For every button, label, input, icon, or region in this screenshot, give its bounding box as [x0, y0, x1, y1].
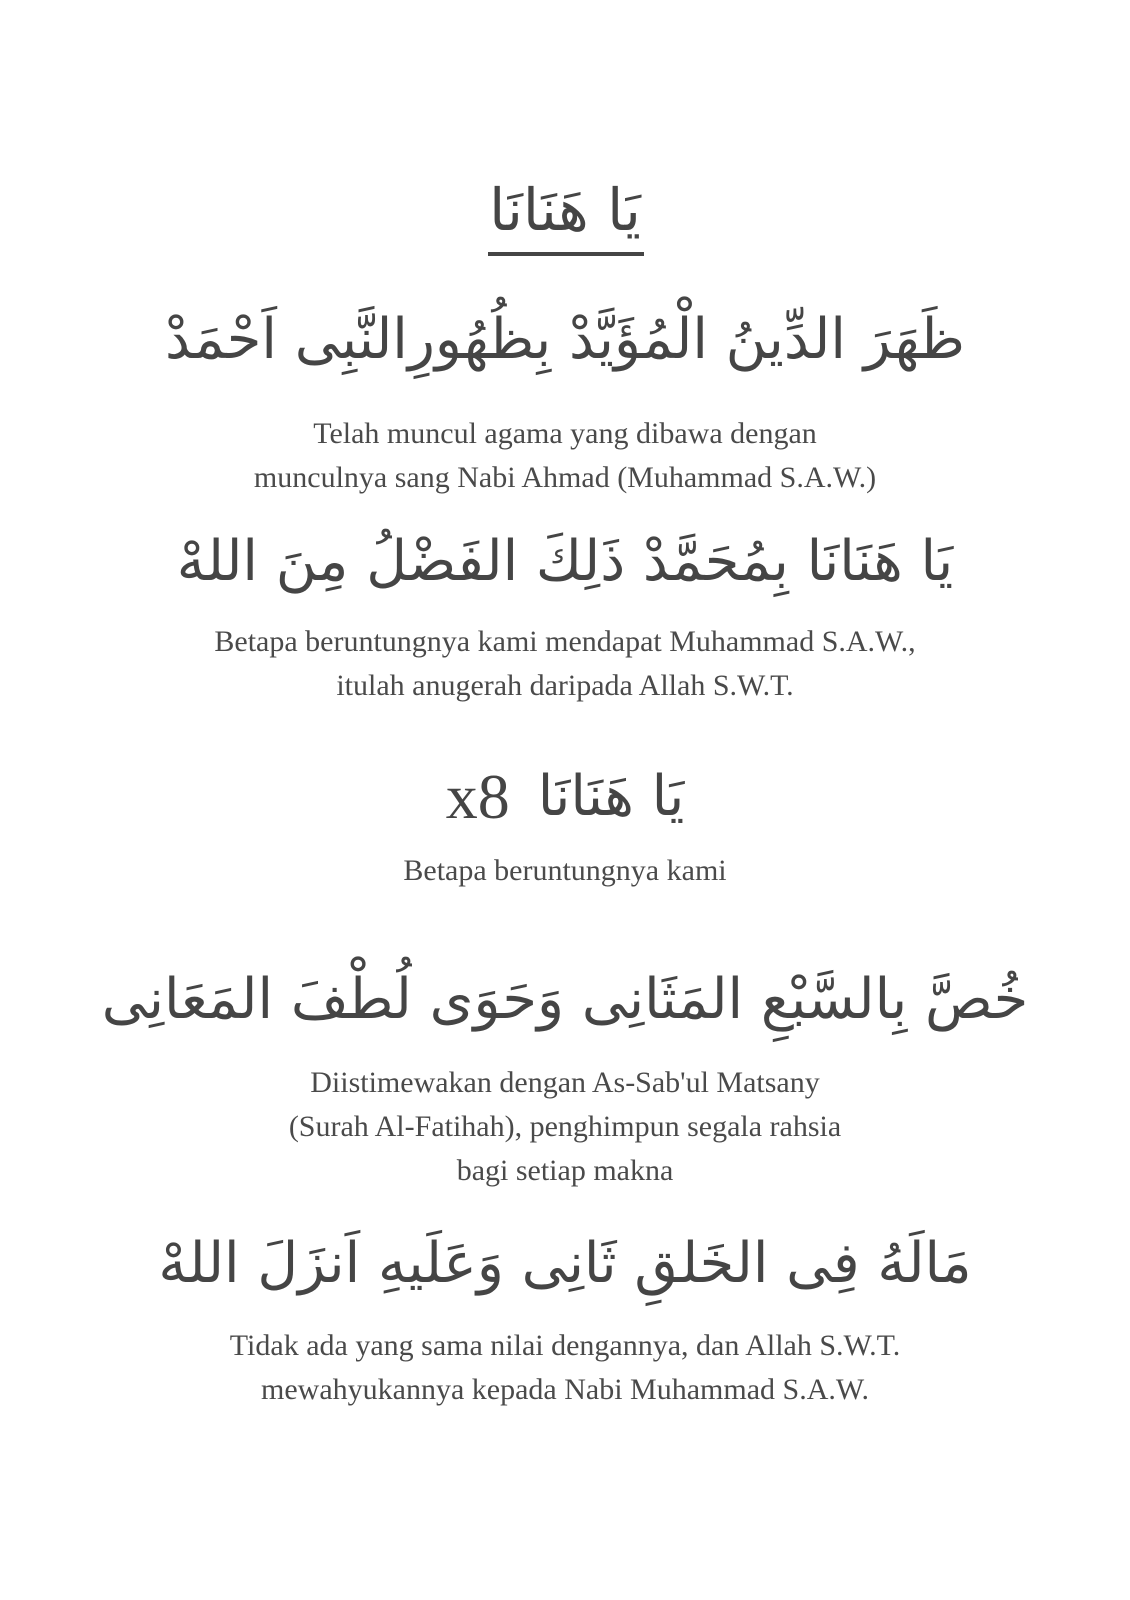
verse-3-translation-line-2: (Surah Al-Fatihah), penghimpun segala rahsia — [288, 1110, 842, 1143]
refrain-arabic: يَا هَنَانَا — [537, 764, 685, 829]
refrain-translation: Betapa beruntungnya kami — [403, 854, 727, 887]
verse-3-translation-line-1: Diistimewakan dengan As-Sab'ul Matsany — [310, 1066, 820, 1099]
verse-1-translation-line-1: Telah muncul agama yang dibawa dengan — [313, 417, 817, 450]
verse-2-translation-line-2: itulah anugerah daripada Allah S.W.T. — [336, 669, 794, 702]
title-underline — [488, 252, 644, 256]
verse-4-translation-line-2: mewahyukannya kepada Nabi Muhammad S.A.W. — [261, 1373, 869, 1406]
verse-1-arabic: ظَهَرَ الدِّينُ الْمُؤَيَّدْ بِظُهُورِالنَّبِى اَحْمَدْ — [165, 307, 965, 372]
verse-1-translation-line-2: munculnya sang Nabi Ahmad (Muhammad S.A.W.) — [253, 461, 877, 494]
verse-2-arabic: يَا هَنَانَا بِمُحَمَّدْ ذَلِكَ الفَضْلُ مِنَ اللهْ — [176, 529, 954, 594]
verse-3-arabic: خُصَّ بِالسَّبْعِ المَثَانِى وَحَوَى لُطْفَ المَعَانِى — [101, 967, 1029, 1032]
verse-3-translation-line-3: bagi setiap makna — [456, 1154, 674, 1187]
refrain-count: x8 — [445, 761, 510, 832]
verse-2-translation-line-1: Betapa beruntungnya kami mendapat Muhammad S.A.W., — [214, 625, 916, 658]
refrain-row — [0, 752, 1130, 842]
verse-4-arabic: مَالَهُ فِى الخَلقِ ثَانِى وَعَلَيهِ اَنزَلَ اللهْ — [158, 1231, 972, 1296]
page-title: يَا هَنَانَا — [489, 176, 641, 244]
verse-4-translation-line-1: Tidak ada yang sama nilai dengannya, dan Allah S.W.T. — [229, 1329, 901, 1362]
